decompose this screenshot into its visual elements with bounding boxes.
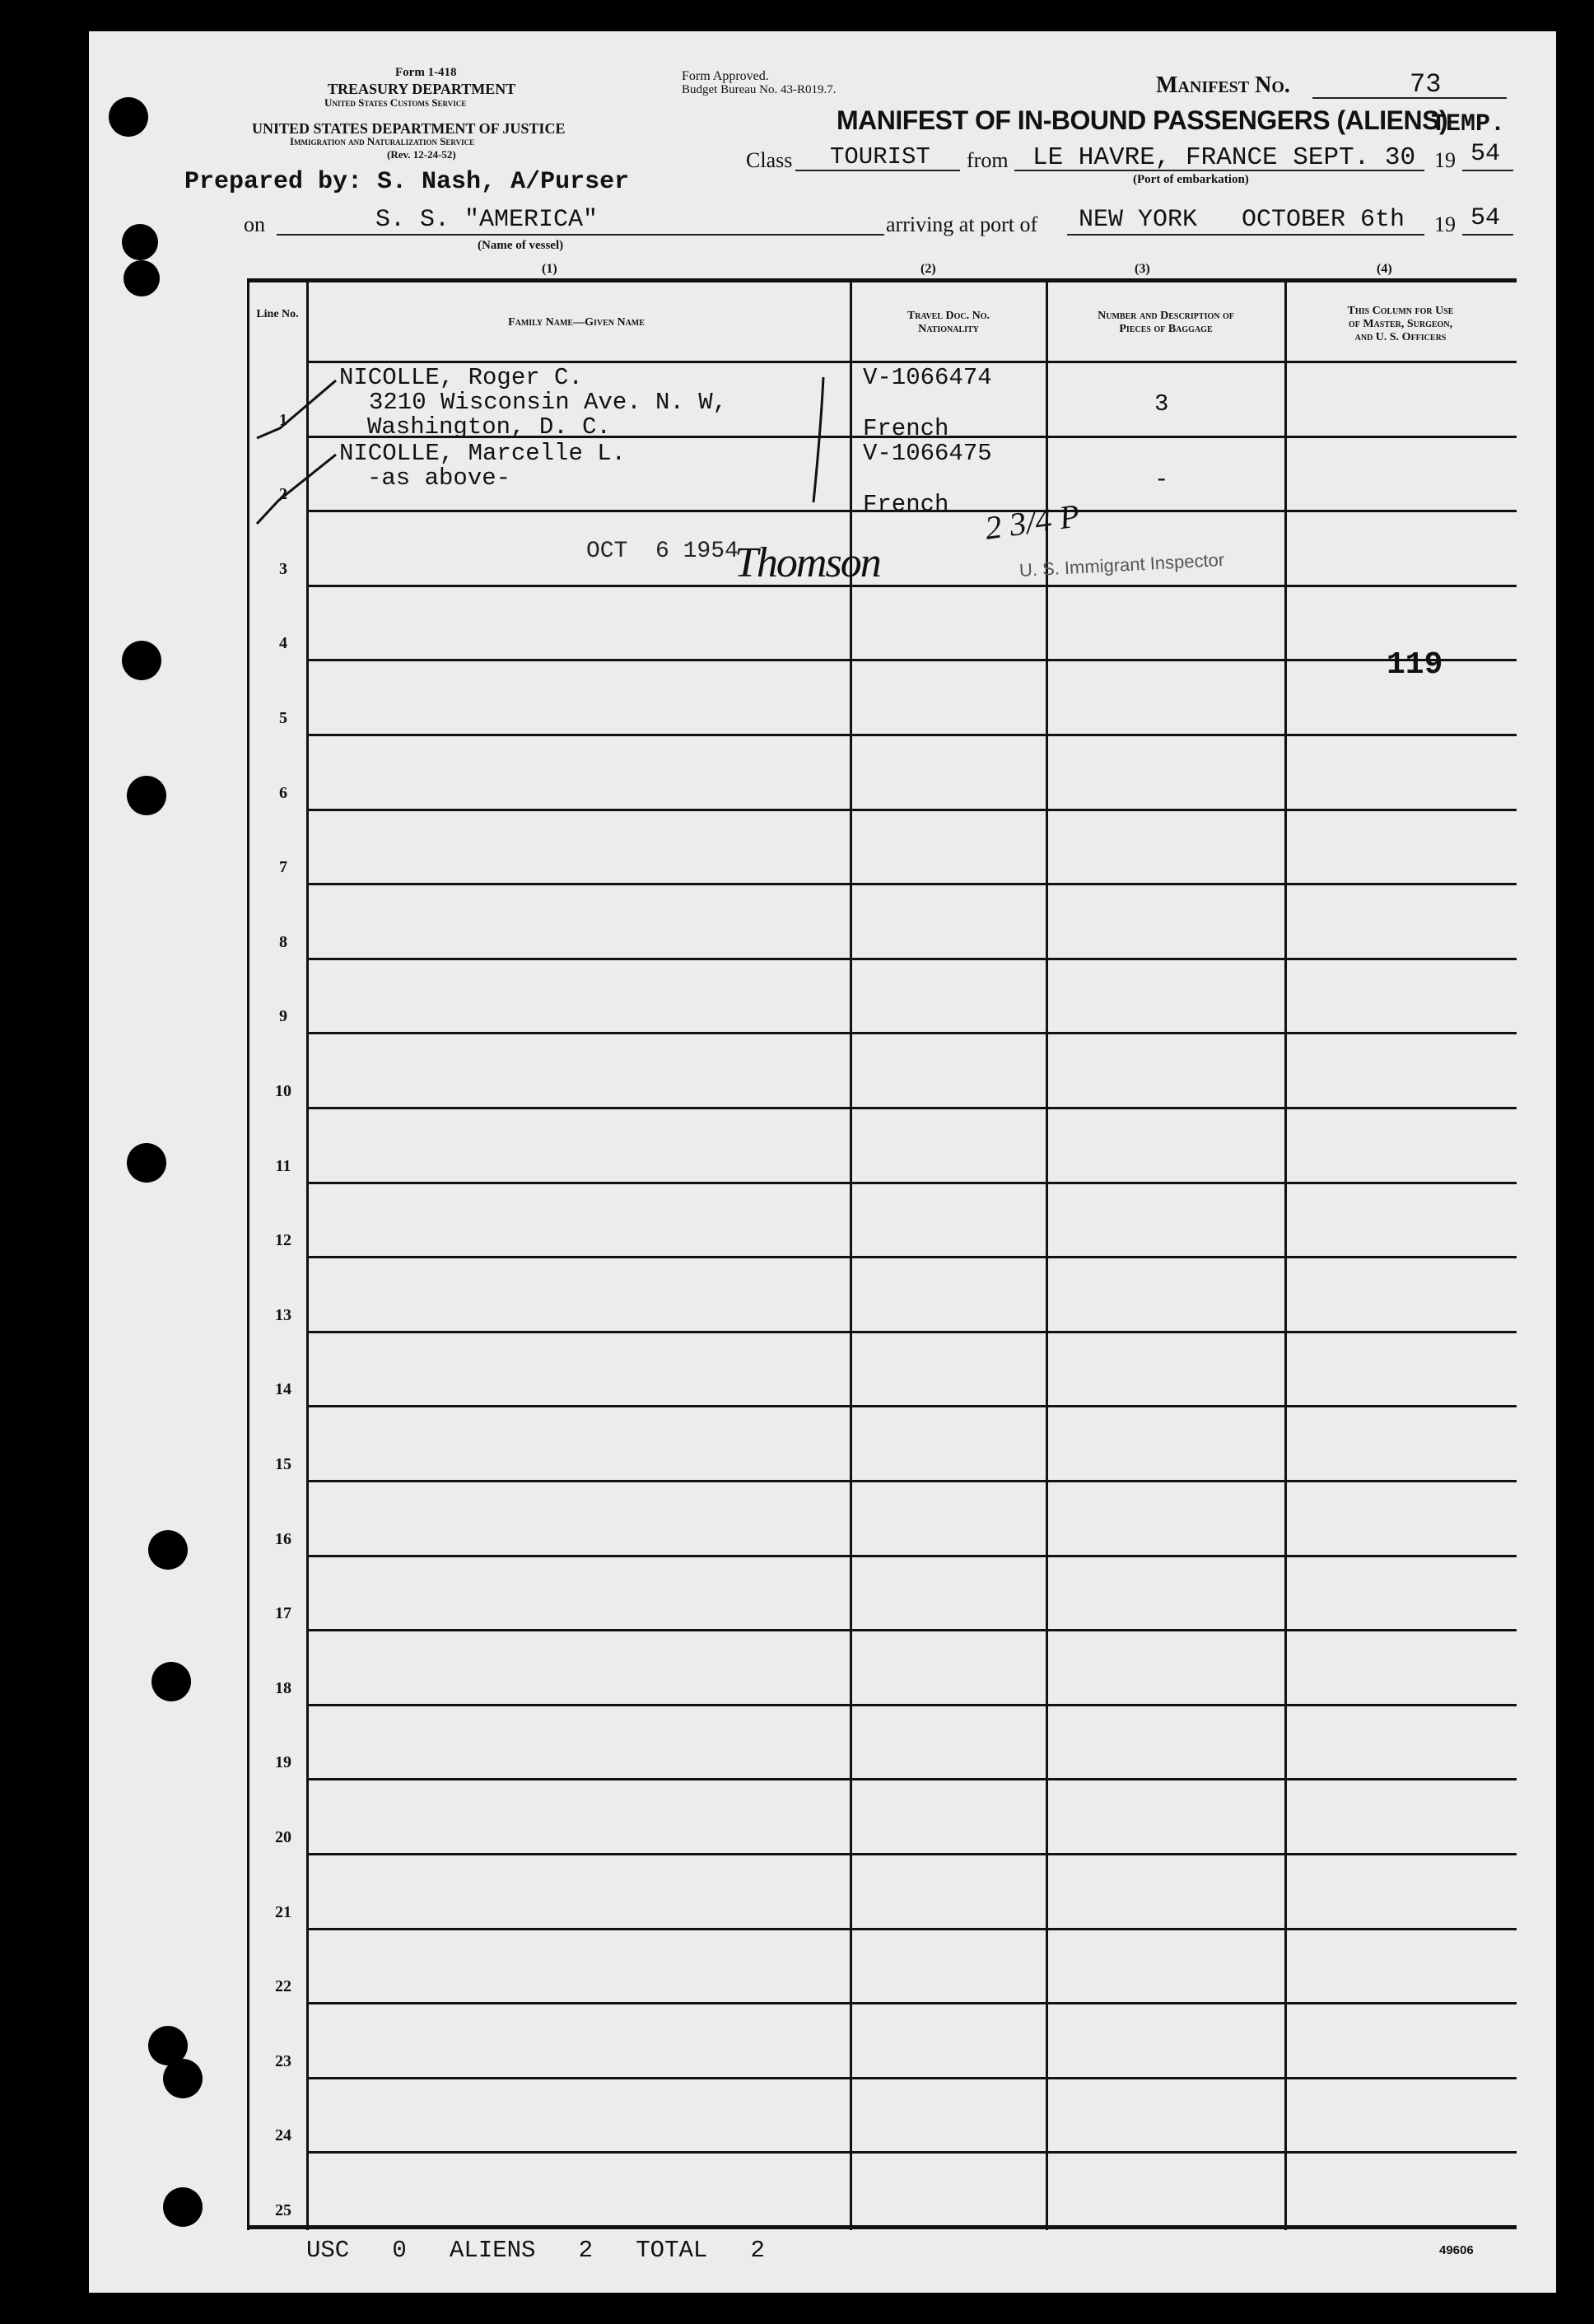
passenger-1-name: NICOLLE, Roger C. bbox=[339, 364, 583, 391]
row-line bbox=[306, 1256, 1517, 1258]
vessel-name: S. S. "AMERICA" bbox=[375, 206, 599, 234]
line-number: 12 bbox=[275, 1231, 291, 1249]
row-line bbox=[306, 958, 1517, 960]
punch-hole bbox=[151, 1662, 191, 1701]
header-baggage-2: Pieces of Baggage bbox=[1119, 323, 1213, 335]
line-number: 19 bbox=[275, 1753, 291, 1771]
ins-heading: Immigration and Naturalization Service bbox=[290, 135, 475, 147]
row-line bbox=[306, 1480, 1517, 1482]
row-line bbox=[306, 2151, 1517, 2154]
row-line bbox=[306, 1555, 1517, 1557]
baggage-officer-divider bbox=[1284, 278, 1287, 2230]
line-number: 4 bbox=[279, 634, 287, 652]
header-travel-doc: Travel Doc. No. bbox=[907, 310, 990, 322]
vessel-underline bbox=[277, 234, 884, 236]
passenger-2-name: NICOLLE, Marcelle L. bbox=[339, 440, 627, 467]
check-marks bbox=[247, 362, 873, 527]
punch-hole bbox=[127, 1143, 166, 1183]
passenger-2-doc-no: V-1066475 bbox=[863, 440, 992, 467]
port-embarkation-caption: (Port of embarkation) bbox=[1133, 173, 1249, 186]
line-number: 8 bbox=[279, 933, 287, 951]
row-line bbox=[306, 734, 1517, 736]
header-line-no: Line No. bbox=[256, 308, 299, 320]
line-number: 15 bbox=[275, 1455, 291, 1473]
row-line bbox=[306, 2002, 1517, 2004]
immigrant-inspector-label: U. S. Immigrant Inspector bbox=[1018, 548, 1225, 581]
header-officers-2: of Master, Surgeon, bbox=[1348, 318, 1453, 330]
punch-hole bbox=[163, 2187, 203, 2227]
line-number: 22 bbox=[275, 1977, 291, 1995]
line-number: 13 bbox=[275, 1306, 291, 1324]
row-line bbox=[306, 1107, 1517, 1109]
passenger-2-address-1: -as above- bbox=[367, 464, 511, 492]
arrival-year-prefix: 19 bbox=[1434, 212, 1456, 236]
line-number: 2 bbox=[279, 485, 287, 503]
table-left-border bbox=[247, 278, 249, 2230]
passenger-1-baggage: 3 bbox=[1154, 390, 1169, 418]
handwritten-time: 2 3/4 P bbox=[982, 497, 1083, 547]
punch-hole bbox=[148, 1530, 188, 1570]
arrival-year: 54 bbox=[1470, 204, 1501, 232]
manifest-no-label: Manifest No. bbox=[1156, 72, 1290, 98]
row-line bbox=[306, 1778, 1517, 1780]
header-baggage-1: Number and Description of bbox=[1098, 310, 1234, 322]
print-code: 49606 bbox=[1439, 2243, 1474, 2257]
passenger-1-address-1: 3210 Wisconsin Ave. N. W, bbox=[369, 389, 728, 416]
row-line bbox=[306, 1032, 1517, 1034]
column-number-3: (3) bbox=[1135, 262, 1150, 276]
row-line bbox=[306, 2077, 1517, 2079]
header-family-name: Family Name—Given Name bbox=[508, 316, 645, 329]
from-year-underline bbox=[1462, 170, 1513, 171]
revision-date: (Rev. 12-24-52) bbox=[387, 148, 456, 161]
column-number-2: (2) bbox=[921, 262, 936, 276]
inspection-stamp-date: OCT 6 1954 bbox=[586, 539, 739, 564]
from-year: 54 bbox=[1470, 140, 1501, 168]
form-approved: Form Approved. bbox=[682, 69, 769, 83]
punch-hole bbox=[124, 260, 160, 296]
arriving-label: arriving at port of bbox=[886, 212, 1038, 236]
column-number-4: (4) bbox=[1377, 262, 1392, 276]
row-line bbox=[306, 1405, 1517, 1407]
customs-heading: United States Customs Service bbox=[324, 96, 467, 109]
arrival-year-underline bbox=[1462, 234, 1513, 236]
header-nationality: Nationality bbox=[918, 323, 979, 335]
row-line bbox=[306, 1853, 1517, 1855]
footer-totals: USC 0 ALIENS 2 TOTAL 2 bbox=[306, 2237, 765, 2264]
row-line bbox=[306, 1928, 1517, 1930]
justice-heading: UNITED STATES DEPARTMENT OF JUSTICE bbox=[252, 120, 566, 137]
passenger-1-doc-no: V-1066474 bbox=[863, 364, 992, 391]
row-line bbox=[306, 1331, 1517, 1333]
on-label: on bbox=[244, 212, 265, 236]
row-line bbox=[306, 1629, 1517, 1631]
passenger-2-baggage: - bbox=[1154, 466, 1169, 493]
from-year-prefix: 19 bbox=[1434, 148, 1456, 172]
class-label: Class bbox=[746, 148, 793, 172]
manifest-title: MANIFEST OF IN-BOUND PASSENGERS (ALIENS) bbox=[837, 105, 1448, 135]
line-number: 14 bbox=[275, 1380, 291, 1398]
line-number: 10 bbox=[275, 1082, 291, 1100]
class-value: TOURIST bbox=[830, 143, 930, 170]
treasury-heading: TREASURY DEPARTMENT bbox=[328, 81, 516, 97]
line-number: 3 bbox=[279, 560, 287, 578]
row-line bbox=[306, 809, 1517, 811]
vessel-caption: (Name of vessel) bbox=[478, 239, 564, 252]
line-number: 16 bbox=[275, 1530, 291, 1548]
row-line bbox=[306, 585, 1517, 587]
line-number: 7 bbox=[279, 858, 287, 876]
column-number-1: (1) bbox=[542, 262, 557, 276]
line-number: 17 bbox=[275, 1604, 291, 1622]
line-number: 24 bbox=[275, 2126, 291, 2144]
table-bottom-border bbox=[247, 2225, 1517, 2229]
budget-bureau: Budget Bureau No. 43-R019.7. bbox=[682, 83, 837, 96]
manifest-no-value: 73 bbox=[1410, 69, 1442, 100]
passenger-1-address-2: Washington, D. C. bbox=[367, 413, 611, 441]
passenger-2-nationality: French bbox=[863, 491, 949, 518]
passenger-1-nationality: French bbox=[863, 415, 949, 442]
line-number: 6 bbox=[279, 784, 287, 802]
table-top-border bbox=[247, 278, 1517, 282]
form-number: Form 1-418 bbox=[395, 66, 457, 79]
from-value: LE HAVRE, FRANCE SEPT. 30 bbox=[1032, 143, 1416, 172]
punch-hole bbox=[109, 97, 148, 137]
row-line bbox=[306, 1704, 1517, 1706]
arrival-underline bbox=[1067, 234, 1424, 236]
header-officers-1: This Column for Use bbox=[1347, 305, 1454, 317]
header-officers-3: and U. S. Officers bbox=[1354, 331, 1447, 343]
line-number: 5 bbox=[279, 709, 287, 727]
row-line bbox=[306, 659, 1517, 661]
officer-note: 119 bbox=[1387, 647, 1443, 683]
from-label: from bbox=[967, 148, 1009, 172]
prepared-by: Prepared by: S. Nash, A/Purser bbox=[184, 168, 630, 196]
punch-hole bbox=[163, 2059, 203, 2098]
temp-label: TEMP. bbox=[1431, 110, 1506, 138]
line-number: 25 bbox=[275, 2201, 291, 2219]
line-number: 11 bbox=[275, 1157, 291, 1175]
line-no-divider bbox=[306, 278, 309, 2230]
line-number: 1 bbox=[279, 411, 287, 429]
line-number: 18 bbox=[275, 1679, 291, 1697]
line-number: 9 bbox=[279, 1007, 287, 1025]
row-line bbox=[306, 1182, 1517, 1184]
punch-hole bbox=[127, 776, 166, 815]
punch-hole bbox=[122, 641, 161, 680]
line-number: 20 bbox=[275, 1828, 291, 1846]
line-number: 23 bbox=[275, 2052, 291, 2070]
inspector-signature: Thomson bbox=[734, 539, 880, 586]
punch-hole bbox=[122, 224, 158, 260]
arrival-port-date: NEW YORK OCTOBER 6th bbox=[1079, 206, 1405, 234]
line-number: 21 bbox=[275, 1903, 291, 1921]
row-line bbox=[306, 883, 1517, 885]
